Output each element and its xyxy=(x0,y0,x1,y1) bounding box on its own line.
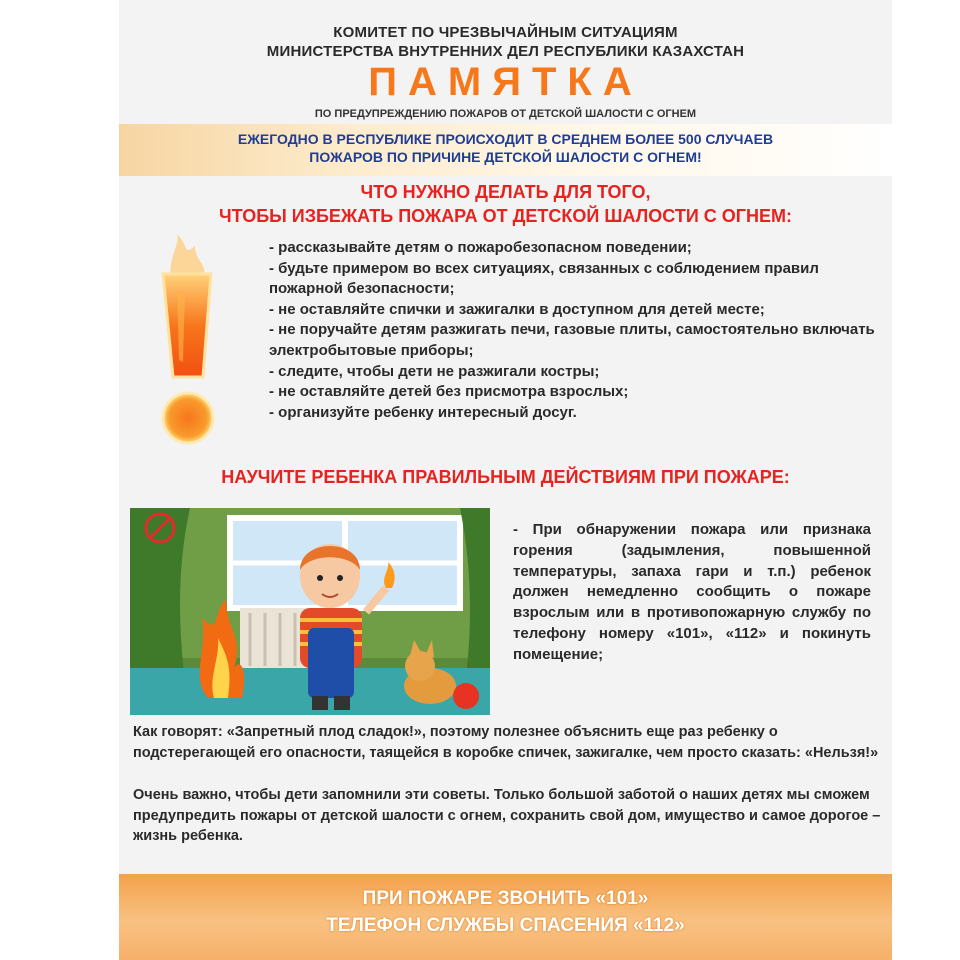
prevention-item: - следите, чтобы дети не разжигали костры; xyxy=(269,362,600,380)
prevention-item: - не поручайте детям разжигать печи, газовые плиты, самостоятельно включать электробытовые приборы; xyxy=(269,321,875,359)
emergency-footer xyxy=(119,874,892,960)
footer-call-101: ПРИ ПОЖАРЕ ЗВОНИТЬ «101» xyxy=(362,888,649,909)
footer-rescue-112: ТЕЛЕФОН СЛУЖБЫ СПАСЕНИЯ «112» xyxy=(326,915,685,936)
child-with-matches-illustration xyxy=(130,508,490,715)
organization-line-1: КОМИТЕТ ПО ЧРЕЗВЫЧАЙНЫМ СИТУАЦИЯМ xyxy=(333,24,678,41)
prevention-heading-line-1: ЧТО НУЖНО ДЕЛАТЬ ДЛЯ ТОГО, xyxy=(360,182,651,202)
child-action-instruction: - При обнаружении пожара или признака горения (задымления, повышенной температуры, запаха гари и т.п.) ребенок должен немедленно сообщить о пожаре взрослым или в противопожарную службу по телефону номеру «101», «112» и покинуть помещение; xyxy=(513,521,871,663)
closing-paragraph-2: Очень важно, чтобы дети запомнили эти советы. Только большой заботой о наших детях мы сможем предупредить пожары от детской шалости с огнем, сохранить свой дом, имущество и самое дорогое – жизнь ребенка. xyxy=(133,787,881,845)
prevention-list xyxy=(269,238,879,423)
prevention-heading-line-2: ЧТОБЫ ИЗБЕЖАТЬ ПОЖАРА ОТ ДЕТСКОЙ ШАЛОСТИ С ОГНЕМ: xyxy=(219,206,792,226)
prevention-item: - не оставляйте детей без присмотра взрослых; xyxy=(269,383,629,401)
prevention-item: - будьте примером во всех ситуациях, связанных с соблюдением правил пожарной безопасности; xyxy=(269,259,819,298)
organization-line-2: МИНИСТЕРСТВА ВНУТРЕННИХ ДЕЛ РЕСПУБЛИКИ КАЗАХСТАН xyxy=(266,43,745,60)
statistic-line-2: ПОЖАРОВ ПО ПРИЧИНЕ ДЕТСКОЙ ШАЛОСТИ С ОГНЕМ! xyxy=(309,149,702,165)
prevention-item: - организуйте ребенку интересный досуг. xyxy=(269,403,577,421)
poster-subtitle: ПО ПРЕДУПРЕЖДЕНИЮ ПОЖАРОВ ОТ ДЕТСКОЙ ШАЛОСТИ С ОГНЕМ xyxy=(314,108,697,120)
prevention-heading xyxy=(119,180,892,228)
statistic-line-1: ЕЖЕГОДНО В РЕСПУБЛИКЕ ПРОИСХОДИТ В СРЕДНЕМ БОЛЕЕ 500 СЛУЧАЕВ xyxy=(237,131,774,147)
statistic-text xyxy=(119,130,892,166)
closing-paragraph-1: Как говорят: «Запретный плод сладок!», поэтому полезнее объяснить еще раз ребенку о подстерегающей его опасности, таящейся в коробке спичек, зажигалке, чем просто сказать: «Нельзя!» xyxy=(133,724,879,761)
safety-poster xyxy=(119,0,892,960)
prevention-item: - не оставляйте спички и зажигалки в доступном для детей месте; xyxy=(269,300,765,318)
fiery-exclamation-icon xyxy=(137,232,237,457)
prevention-item: - рассказывайте детям о пожаробезопасном поведении; xyxy=(269,239,692,256)
teach-heading: НАУЧИТЕ РЕБЕНКА ПРАВИЛЬНЫМ ДЕЙСТВИЯМ ПРИ ПОЖАРЕ: xyxy=(221,467,790,487)
poster-title: ПАМЯТКА xyxy=(368,60,643,104)
